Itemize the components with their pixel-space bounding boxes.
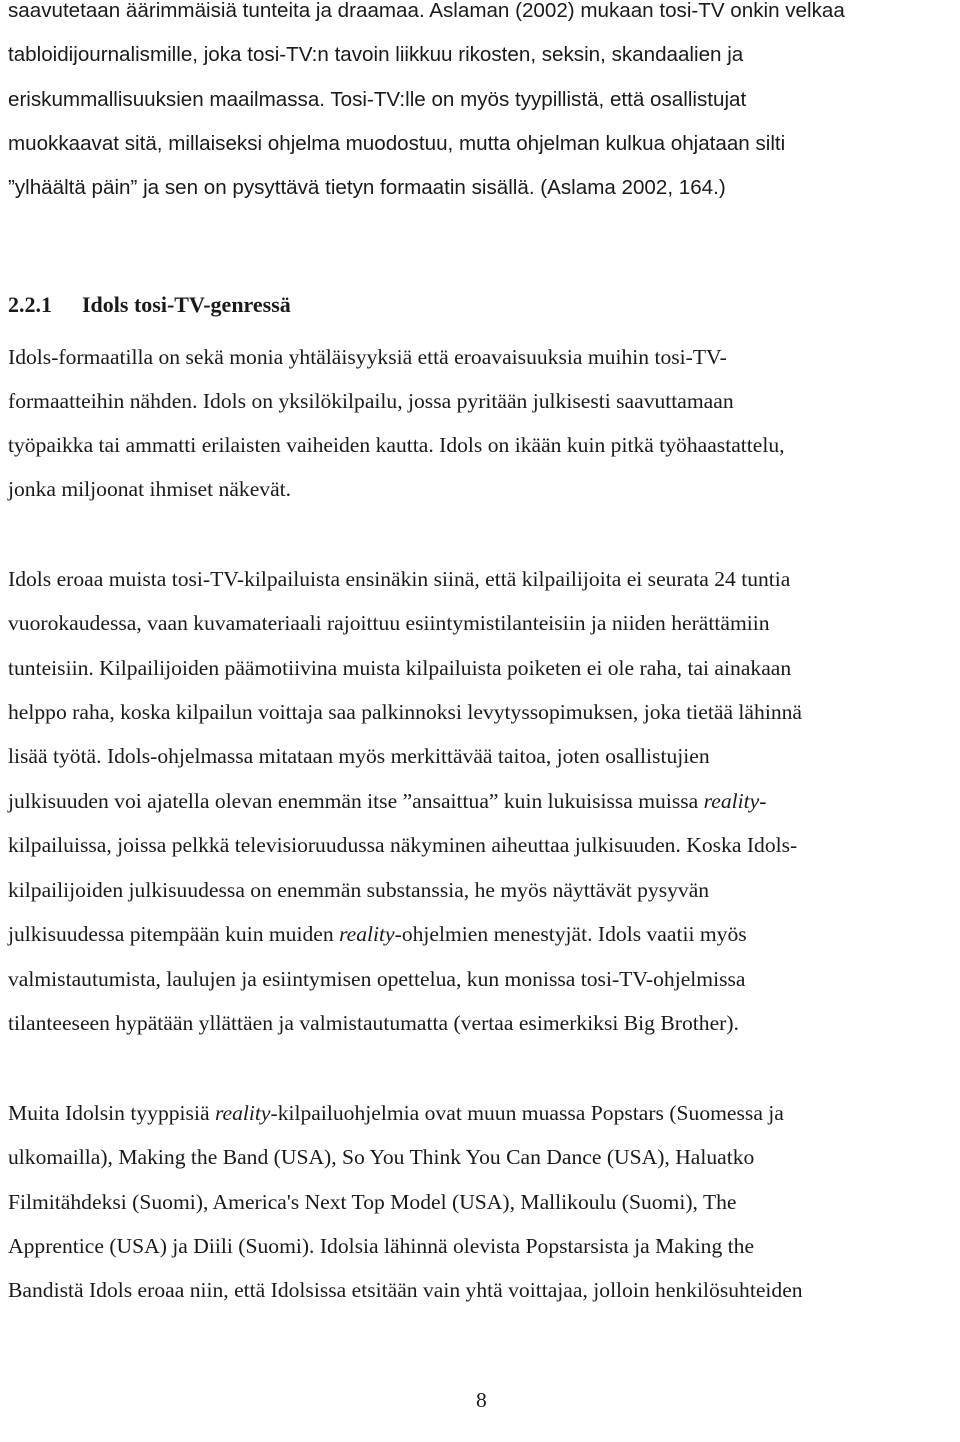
text-line <box>8 1099 784 1127</box>
italic-term: reality <box>703 789 760 813</box>
text-segment: - <box>759 789 767 813</box>
text-line: formaatteihin nähden. Idols on yksilökilpailu, jossa pyritään julkisesti saavuttamaan <box>8 389 734 413</box>
section-title: Idols tosi-TV-genressä <box>82 292 291 317</box>
text-line: vuorokaudessa, vaan kuvamateriaali rajoittuu esiintymistilanteisiin ja niiden herättämiin <box>8 611 770 635</box>
text-line: helppo raha, koska kilpailun voittaja saa palkinnoksi levytyssopimuksen, joka tietää lähinnä <box>8 700 802 724</box>
text-line: saavutetaan äärimmäisiä tunteita ja draamaa. Aslaman (2002) mukaan tosi-TV onkin velkaa <box>8 0 845 22</box>
text-line: kilpailuissa, joissa pelkkä televisioruudussa näkyminen aiheuttaa julkisuuden. Koska Idols- <box>8 833 798 857</box>
text-line: tunteisiin. Kilpailijoiden päämotiivina muista kilpailuista poiketen ei ole raha, tai ainakaan <box>8 656 792 680</box>
text-segment: -kilpailuohjelmia ovat muun muassa Popstars (Suomessa ja <box>270 1101 784 1125</box>
text-line: tabloidijournalismille, joka tosi-TV:n tavoin liikkuu rikosten, seksin, skandaalien ja <box>8 43 744 66</box>
italic-term: reality <box>339 922 395 946</box>
text-line: muokkaavat sitä, millaiseksi ohjelma muodostuu, mutta ohjelman kulkua ohjataan silti <box>8 132 786 155</box>
page-number: 8 <box>476 1388 487 1412</box>
text-line: Idols-formaatilla on sekä monia yhtäläisyyksiä että eroavaisuuksia muihin tosi-TV- <box>8 345 727 369</box>
text-line: valmistautumista, laulujen ja esiintymisen opettelua, kun monissa tosi-TV-ohjelmissa <box>8 967 746 991</box>
section-number: 2.2.1 <box>8 292 52 317</box>
text-segment: Muita Idolsin tyyppisiä <box>8 1101 215 1125</box>
text-line: Apprentice (USA) ja Diili (Suomi). Idolsia lähinnä olevista Popstarsista ja Making the <box>8 1234 755 1258</box>
text-segment: julkisuudessa pitempään kuin muiden <box>8 922 340 946</box>
text-segment: julkisuuden voi ajatella olevan enemmän itse ”ansaittua” kuin lukuisissa muissa <box>8 789 704 813</box>
text-line: tilanteeseen hypätään yllättäen ja valmistautumatta (vertaa esimerkiksi Big Brother). <box>8 1011 739 1035</box>
text-line: ”ylhäältä päin” ja sen on pysyttävä tietyn formaatin sisällä. (Aslama 2002, 164.) <box>8 176 726 199</box>
section-heading <box>8 291 291 319</box>
text-line: jonka miljoonat ihmiset näkevät. <box>8 477 292 501</box>
italic-term: reality <box>214 1101 271 1125</box>
text-line <box>8 920 747 948</box>
text-line: Filmitähdeksi (Suomi), America's Next Top Model (USA), Mallikoulu (Suomi), The <box>8 1190 737 1214</box>
text-line: työpaikka tai ammatti erilaisten vaiheiden kautta. Idols on ikään kuin pitkä työhaastattelu, <box>8 433 785 457</box>
text-segment: -ohjelmien menestyjät. Idols vaatii myös <box>394 922 747 946</box>
text-line: kilpailijoiden julkisuudessa on enemmän substanssia, he myös näyttävät pysyvän <box>8 878 710 902</box>
text-line: lisää työtä. Idols-ohjelmassa mitataan myös merkittävää taitoa, joten osallistujien <box>8 744 710 768</box>
text-line: Idols eroaa muista tosi-TV-kilpailuista ensinäkin siinä, että kilpailijoita ei seurata 24 tuntia <box>8 567 791 591</box>
text-line: ulkomailla), Making the Band (USA), So You Think You Can Dance (USA), Haluatko <box>8 1145 755 1169</box>
text-line <box>8 787 766 815</box>
text-line: Bandistä Idols eroaa niin, että Idolsissa etsitään vain yhtä voittajaa, jolloin henkilösuhteiden <box>8 1278 803 1302</box>
text-line: eriskummallisuuksien maailmassa. Tosi-TV:lle on myös tyypillistä, että osallistujat <box>8 88 747 111</box>
